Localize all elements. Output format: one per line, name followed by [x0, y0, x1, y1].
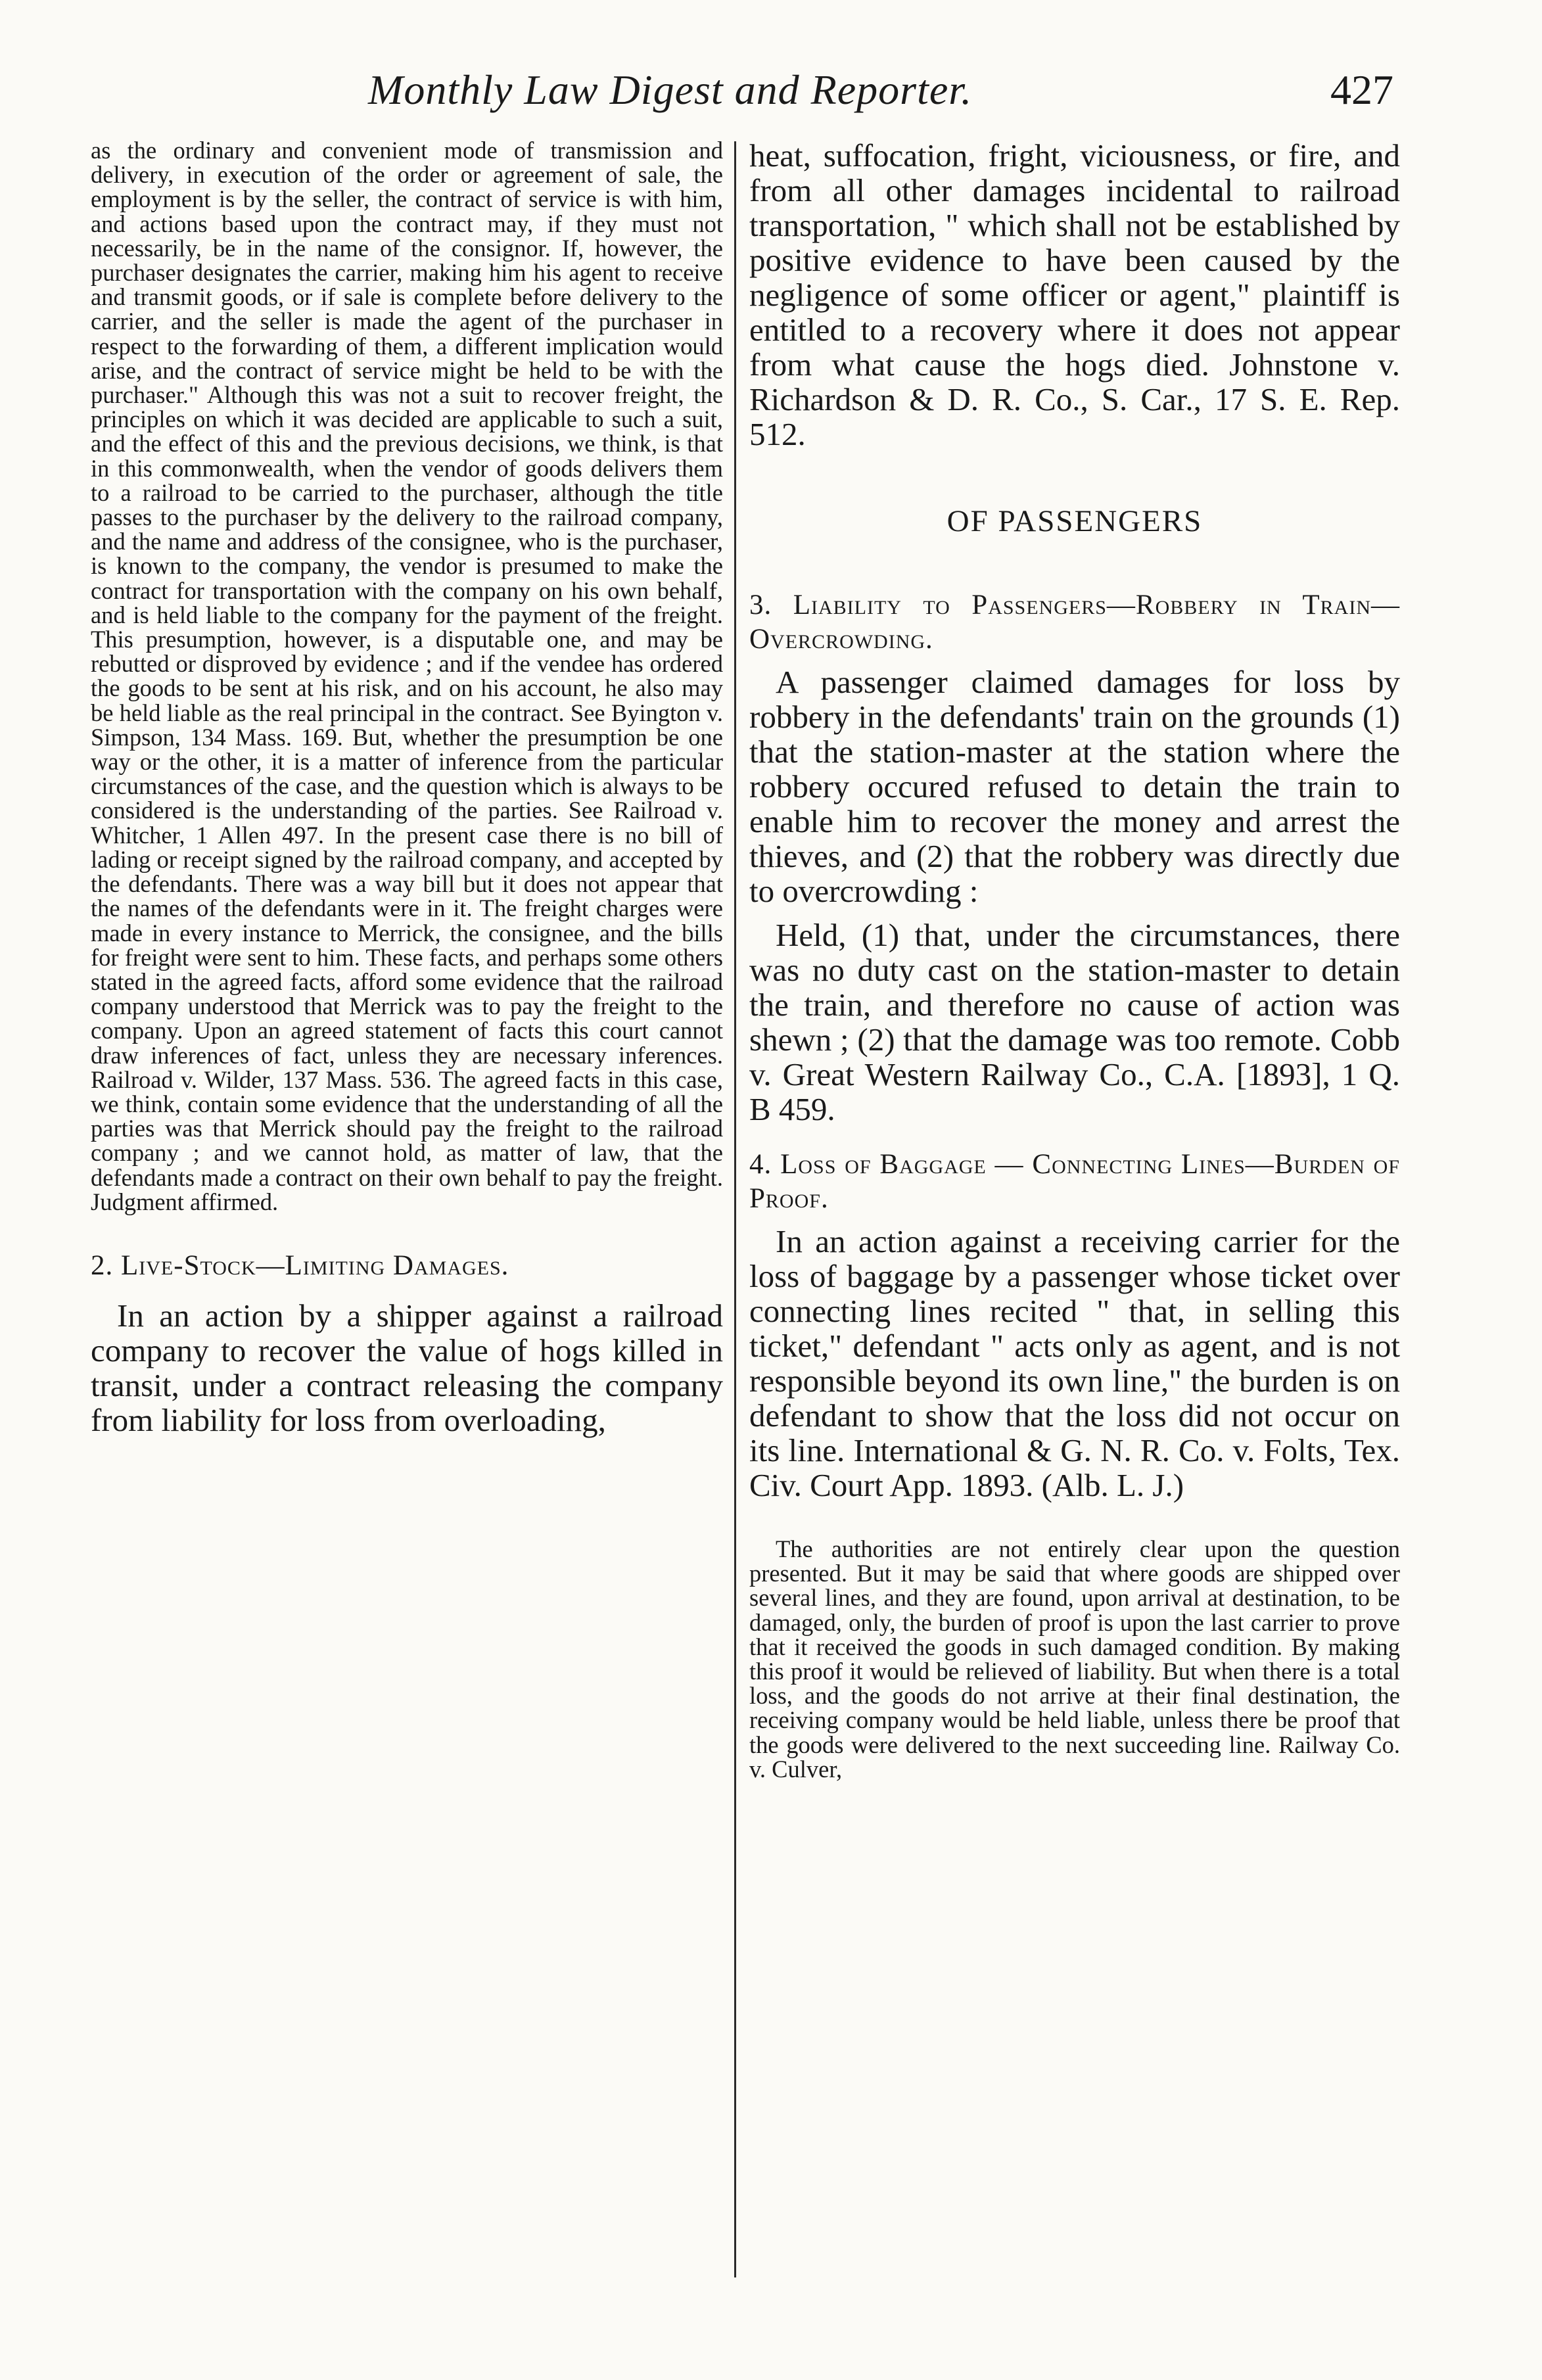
baggage-text: In an action against a receiving carrier for the loss of baggage by a passenger whose ticket over connecting lines recited " that, in selling this ticket," defendant " acts only as agent, and is not responsible beyond its own line," the burden is on defendant to show that the loss did not occur on its line. — [749, 1223, 1400, 1468]
citation-cobb: Cobb v. Great Western Railway Co., C.A. [1893], 1 Q. B 459. — [749, 1021, 1401, 1127]
held-paragraph — [749, 918, 1400, 1127]
citation-folts: International & G. N. R. Co. v. Folts, Tex. Civ. Court App. 1893. (Alb. L. J.) — [749, 1432, 1401, 1503]
column-divider — [734, 141, 736, 2277]
heading-live-stock: 2. Live-Stock—Limiting Damages. — [91, 1249, 509, 1281]
left-column — [91, 138, 723, 1437]
left-continuation-paragraph: as the ordinary and convenient mode of transmission and delivery, in execution of the order or agreement of sale, the employment is by the seller, the contract of service is with him, and actions based upon the contract may, if they must not necessarily, be in the name of the consignor. If, however, the purchaser designates the carrier, making him his agent to receive and transmit goods, or if sale is complete before delivery to the carrier, and the seller is made the agent of the purchaser in respect to the forwarding of them, a different implication would arise, and the contract of service might be held to be with the purchaser." Although this was not a suit to recover freight, the principles on which it was decided are applicable to such a suit, and the effect of this and the previous decisions, we think, is that in this commonwealth, when the vendor of goods delivers them to a railroad to be carried to the purchaser, although the title passes to the purchaser by the delivery to the railroad company, and the name and address of the consignee, who is the purchaser, is known to the company, the vendor is presumed to make the contract for transportation with the company on his own behalf, and is held liable to the company for the payment of the freight. This presumption, however, is a disputable one, and may be rebutted or disproved by evidence ; and if the vendee has ordered the goods to be sent at his risk, and on his account, he also may be held liable as the real principal in the contract. See Byington v. Simpson, 134 Mass. 169. But, whether the presumption be one way or the other, it is a matter of inference from the particular circumstances of the case, and the question which is always to be considered is the understanding of the parties. See Railroad v. Whitcher, 1 Allen 497. In the present case there is no bill of lading or receipt signed by the railroad company, and accepted by the defendants. There was a way bill but it does not appear that the names of the defendants were in it. The freight charges were made in every instance to Merrick, the consignee, and the bills for freight were sent to him. These facts, and perhaps some others stated in the agreed facts, afford some evidence that the railroad company understood that Merrick was to pay the freight to the company. Upon an agreed statement of facts this court cannot draw inferences of fact, unless they are necessary inferences. Railroad v. Wilder, 137 Mass. 536. The agreed facts in this case, we think, contain some evidence that the understanding of all the parties was that Merrick should pay the freight to the railroad company ; and we cannot hold, as matter of law, that the defendants made a contract on their own behalf to pay the freight. Judgment affirmed. — [91, 137, 723, 1215]
baggage-paragraph — [749, 1224, 1400, 1503]
right-column — [749, 138, 1400, 1781]
heading-liability-passengers: 3. Liability to Passengers—Robbery in Train—Overcrowding. — [749, 590, 1400, 655]
live-stock-paragraph: In an action by a shipper against a railroad company to recover the value of hogs killed in transit, under a contract releasing the company from liability for loss from overloading, — [91, 1297, 723, 1438]
robbery-paragraph: A passenger claimed damages for loss by robbery in the defendants' train on the grounds (1) that the station-master at the station where the robbery occured refused to detain the train to enable him to recover the money and arrest the thieves, and (2) that the robbery was directly due to overcrowding : — [749, 664, 1400, 909]
citation-johnstone: Johnstone v. Richardson & D. R. Co., S. Car., 17 S. E. Rep. 512. — [749, 346, 1400, 452]
heading-loss-of-baggage: 4. Loss of Baggage — Connecting Lines—Burden of Proof. — [749, 1149, 1400, 1214]
right-continuation-paragraph — [749, 138, 1400, 452]
editorial-note: The authorities are not entirely clear upon the question presented. But it may be said that where goods are shipped over several lines, and they are found, upon arrival at destination, to be damaged, only, the burden of proof is upon the last carrier to prove that it received the goods in such damaged condition. By making this proof it would be relieved of liability. But when there is a total loss, and the goods do not arrive at their final destination, the receiving company would be held liable, unless there be proof that the goods were delivered to the next succeeding line. Railway Co. v. Culver, — [749, 1535, 1400, 1783]
held-text: Held, (1) that, under the circumstances, there was no duty cast on the station-master to detain the train, and therefore no cause of action was shewn ; (2) that the damage was too remote. — [749, 917, 1400, 1058]
running-title: Monthly Law Digest and Reporter. — [368, 66, 973, 113]
right-continuation-text: heat, suffocation, fright, viciousness, or fire, and from all other damages incidental to railroad transportation, " which shall not be established by positive evidence to have been caused by the negligence of some officer or agent," plaintiff is entitled to a recovery where it does not appear from what cause the hogs died. — [749, 137, 1400, 383]
page-number: 427 — [1330, 66, 1393, 113]
page-header — [368, 66, 1393, 138]
section-title-passengers: OF PASSENGERS — [946, 504, 1203, 538]
